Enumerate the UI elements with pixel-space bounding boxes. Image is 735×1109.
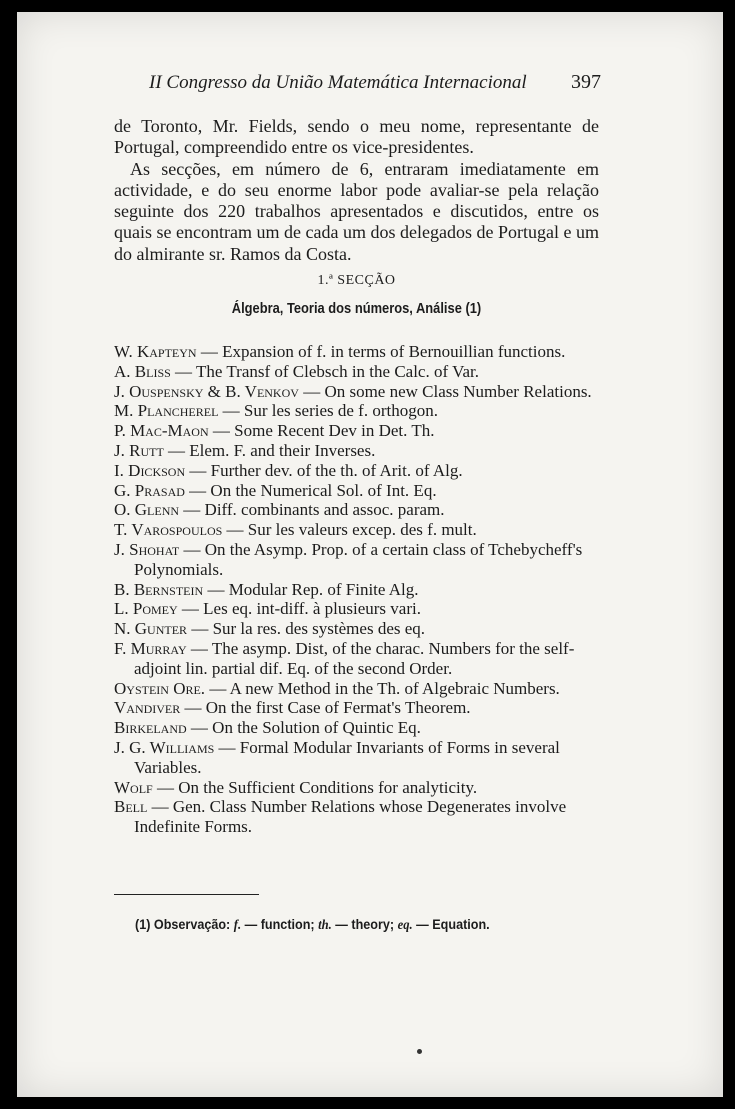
entry-author: L. Pomey	[114, 599, 178, 619]
footnote-label: Observação:	[153, 916, 231, 932]
entry-separator: —	[214, 737, 240, 757]
entry-author: O. Glenn	[114, 500, 180, 520]
entry-author: A. Bliss	[114, 361, 171, 381]
paper-entry	[114, 481, 599, 501]
entry-separator: —	[180, 698, 206, 718]
entry-author: N. Gunter	[114, 619, 188, 639]
footnote-meaning: — Equation.	[416, 916, 490, 932]
entry-separator: —	[196, 342, 223, 361]
paper-entry	[114, 342, 599, 362]
body-text	[114, 116, 599, 265]
footnote-abbr: f.	[233, 918, 242, 933]
paper-entry	[114, 520, 599, 540]
entry-title: On some new Class Number Relations.	[324, 381, 592, 401]
entry-separator: —	[298, 381, 325, 401]
footnote-abbr: eq.	[397, 918, 413, 933]
paper-entry	[114, 362, 599, 382]
entry-separator: —	[147, 797, 173, 817]
entry-title: Further dev. of the th. of Arit. of Alg.	[210, 460, 463, 480]
entry-separator: —	[186, 638, 212, 658]
entry-title: On the Numerical Sol. of Int. Eq.	[210, 480, 437, 500]
entry-title: On the Sufficient Conditions for analyticity.	[178, 777, 478, 797]
entry-title: Formal Modular Invariants of Forms in several Variables.	[134, 737, 560, 777]
entry-title: A new Method in the Th. of Algebraic Numbers.	[229, 678, 560, 698]
entry-separator: —	[203, 579, 229, 599]
entry-separator: —	[179, 539, 205, 559]
entry-title: On the Asymp. Prop. of a certain class of Tchebycheff's Polynomials.	[134, 539, 583, 579]
entry-title: Gen. Class Number Relations whose Degenerates involve Indefinite Forms.	[134, 797, 567, 837]
entry-author: Vandiver	[114, 698, 181, 718]
paper-entry	[114, 698, 599, 718]
entry-separator: —	[185, 460, 211, 480]
entry-title: The asymp. Dist, of the charac. Numbers for the self-adjoint lin. partial dif. Eq. of the second Order.	[134, 638, 575, 678]
entry-separator: —	[187, 619, 213, 639]
print-mark	[417, 1049, 422, 1054]
paper-entry	[114, 599, 599, 619]
entry-separator: —	[186, 718, 213, 738]
entry-title: Diff. combinants and assoc. param.	[204, 500, 445, 520]
footnote: (1) Observação: f. — function; th. — theory; eq. — Equation.	[135, 916, 490, 933]
entry-author: J. Ouspensky & B. Venkov	[114, 381, 299, 401]
entry-author: F. Murray	[114, 638, 187, 658]
paper-list	[114, 342, 599, 837]
entry-author: J. Shohat	[114, 539, 180, 559]
entry-separator: —	[208, 421, 235, 441]
paper-entry	[114, 778, 599, 798]
entry-author: Wolf	[114, 777, 153, 797]
running-head	[149, 72, 601, 94]
entry-title: Some Recent Dev in Det. Th.	[234, 421, 435, 441]
paper-entry	[114, 421, 599, 441]
paragraph: de Toronto, Mr. Fields, sendo o meu nome, representante de Portugal, compreendido entre os vice-presidentes.	[114, 116, 599, 158]
entry-author: I. Dickson	[114, 460, 186, 480]
entry-author: J. G. Williams	[114, 737, 215, 757]
entry-title: Modular Rep. of Finite Alg.	[228, 579, 419, 599]
entry-separator: —	[163, 440, 190, 460]
entry-author: J. Rutt	[114, 440, 164, 460]
paper-entry	[114, 540, 599, 580]
paper-entry	[114, 619, 599, 639]
entry-title: The Transf of Clebsch in the Calc. of Var.	[196, 361, 479, 381]
paper-entry	[114, 580, 599, 600]
paper-entry	[114, 441, 599, 461]
entry-separator: —	[152, 777, 179, 797]
paper-entry	[114, 461, 599, 481]
running-head-title: II Congresso da União Matemática Internacional	[149, 72, 527, 93]
footnote-abbr: th.	[318, 918, 332, 933]
paper-entry	[114, 679, 599, 699]
footnote-rule	[114, 894, 259, 895]
section-heading: 1.ª SECÇÃO	[317, 273, 396, 288]
paper-entry	[114, 401, 599, 421]
paper-entry	[114, 639, 599, 679]
scanned-page	[17, 12, 723, 1097]
entry-author: T. Varospoulos	[114, 520, 223, 540]
entry-author: Birkeland	[114, 718, 187, 738]
entry-author: P. Mac-Maon	[114, 421, 209, 441]
entry-separator: —	[179, 500, 205, 520]
entry-title: Sur la res. des systèmes des eq.	[212, 619, 426, 639]
entry-author: M. Plancherel	[114, 401, 219, 421]
entry-author: W. Kapteyn	[114, 342, 197, 361]
entry-author: Bell	[114, 797, 148, 817]
section-subtitle: Álgebra, Teoria dos números, Análise (1)	[231, 300, 482, 317]
entry-separator: —	[205, 678, 230, 698]
entry-title: Les eq. int-diff. à plusieurs vari.	[203, 599, 421, 619]
entry-title: Sur les valeurs excep. des f. mult.	[247, 520, 477, 540]
entry-separator: —	[177, 599, 204, 619]
paper-entry	[114, 738, 599, 778]
paper-entry	[114, 718, 599, 738]
entry-title: Elem. F. and their Inverses.	[189, 440, 376, 460]
entry-author: B. Bernstein	[114, 579, 204, 599]
paragraph: As secções, em número de 6, entraram imediatamente em actividade, e do seu enorme labor pode avaliar-se pela relação seguinte dos 220 trabalhos apresentados e discutidos, entre os quais se encontram um de cada um dos delegados de Portugal e um do almirante sr. Ramos da Costa.	[114, 158, 599, 264]
page-number: 397	[571, 71, 601, 93]
entry-title: Sur les series de f. orthogon.	[243, 401, 438, 421]
entry-title: On the Solution of Quintic Eq.	[212, 718, 421, 738]
paper-entry	[114, 500, 599, 520]
entry-separator: —	[222, 520, 248, 540]
footnote-meaning: — theory	[335, 916, 390, 932]
entry-separator: —	[184, 480, 211, 500]
entry-title: Expansion of f. in terms of Bernouillian functions.	[222, 342, 566, 361]
paper-entry	[114, 382, 599, 402]
entry-title: On the first Case of Fermat's Theorem.	[205, 698, 471, 718]
entry-author: G. Prasad	[114, 480, 185, 500]
entry-separator: —	[170, 361, 196, 381]
entry-separator: —	[218, 401, 244, 421]
entry-author: Oystein Ore.	[114, 678, 206, 698]
footnote-marker: (1)	[135, 916, 151, 932]
paper-entry	[114, 797, 599, 837]
footnote-meaning: — function	[244, 916, 311, 932]
